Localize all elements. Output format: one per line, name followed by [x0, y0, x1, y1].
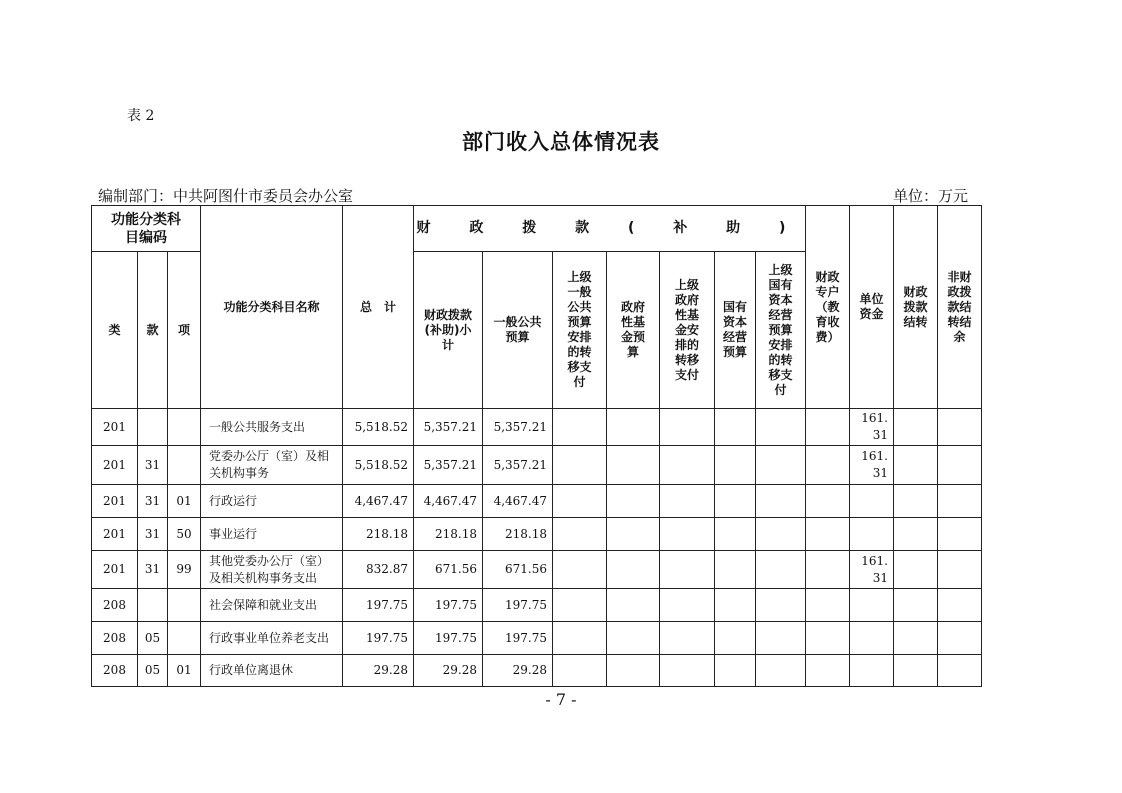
cell-general: 5,357.21	[483, 409, 553, 446]
page-number: - 7 -	[545, 690, 577, 709]
header-fiscal-special: 财政专户（教育收费）	[806, 206, 850, 409]
cell-general: 197.75	[483, 622, 553, 655]
cell-subtotal: 197.75	[414, 622, 483, 655]
cell-kuan: 05	[138, 622, 168, 655]
table-row	[92, 409, 982, 446]
cell-name: 事业运行	[201, 518, 343, 551]
cell-general: 218.18	[483, 518, 553, 551]
cell-xiang: 01	[168, 485, 201, 518]
cell-total: 832.87	[343, 551, 414, 589]
cell-general: 29.28	[483, 655, 553, 687]
cell-lei: 208	[92, 655, 138, 687]
cell-lei: 201	[92, 518, 138, 551]
cell-name: 党委办公厅（室）及相关机构事务	[201, 446, 343, 485]
cell-unit-funds: 161. 31	[850, 409, 894, 446]
cell-lei: 201	[92, 485, 138, 518]
table-row	[92, 518, 982, 551]
cell-total: 5,518.52	[343, 409, 414, 446]
table-row	[92, 655, 982, 687]
table-number: 表 2	[127, 108, 155, 124]
cell-general: 4,467.47	[483, 485, 553, 518]
cell-kuan: 31	[138, 485, 168, 518]
cell-subtotal: 218.18	[414, 518, 483, 551]
cell-total: 4,467.47	[343, 485, 414, 518]
cell-xiang: 50	[168, 518, 201, 551]
cell-xiang: 99	[168, 551, 201, 589]
cell-lei: 201	[92, 551, 138, 589]
table-row	[92, 551, 982, 589]
table-row	[92, 589, 982, 622]
header-fiscal-carryover: 财政拨款结转	[894, 206, 938, 409]
cell-name: 行政运行	[201, 485, 343, 518]
cell-xiang: 01	[168, 655, 201, 687]
cell-total: 5,518.52	[343, 446, 414, 485]
cell-subtotal: 5,357.21	[414, 409, 483, 446]
cell-xiang	[168, 446, 201, 485]
cell-name: 社会保障和就业支出	[201, 589, 343, 622]
page-title: 部门收入总体情况表	[462, 130, 660, 154]
cell-kuan: 31	[138, 551, 168, 589]
cell-total: 197.75	[343, 622, 414, 655]
cell-unit-funds: 161. 31	[850, 551, 894, 589]
cell-name: 一般公共服务支出	[201, 409, 343, 446]
cell-total: 197.75	[343, 589, 414, 622]
header-upper-gov-fund-transfer: 上级政府性基金安排的转移支付	[660, 252, 715, 409]
cell-lei: 208	[92, 622, 138, 655]
unit-label: 单位：万元	[893, 187, 969, 205]
cell-lei: 208	[92, 589, 138, 622]
cell-kuan	[138, 409, 168, 446]
cell-general: 5,357.21	[483, 446, 553, 485]
cell-subtotal: 4,467.47	[414, 485, 483, 518]
cell-general: 197.75	[483, 589, 553, 622]
cell-name: 行政事业单位养老支出	[201, 622, 343, 655]
header-upper-state-capital-transfer: 上级国有资本经营预算安排的转移支付	[756, 252, 806, 409]
header-upper-general-transfer: 上级一般公共预算安排的转移支付	[553, 252, 607, 409]
cell-kuan: 31	[138, 518, 168, 551]
cell-xiang	[168, 589, 201, 622]
header-func-name: 功能分类科目名称	[201, 206, 343, 409]
cell-subtotal: 29.28	[414, 655, 483, 687]
compiling-department: 编制部门：中共阿图什市委员会办公室	[98, 187, 354, 205]
header-kuan: 款	[138, 252, 168, 409]
header-nonfiscal-carryover: 非财政拨款结转结余	[938, 206, 982, 409]
cell-name: 其他党委办公厅（室）及相关机构事务支出	[201, 551, 343, 589]
header-unit-funds: 单位资金	[850, 206, 894, 409]
cell-lei: 201	[92, 446, 138, 485]
header-fiscal-group: 财 政 拨 款 ( 补 助 )	[414, 206, 806, 252]
cell-xiang	[168, 409, 201, 446]
cell-total: 218.18	[343, 518, 414, 551]
cell-subtotal: 671.56	[414, 551, 483, 589]
cell-name: 行政单位离退休	[201, 655, 343, 687]
header-state-capital-budget: 国有资本经营预算	[715, 252, 756, 409]
table-row	[92, 485, 982, 518]
cell-subtotal: 5,357.21	[414, 446, 483, 485]
cell-kuan: 31	[138, 446, 168, 485]
header-fiscal-subtotal: 财政拨款(补助)小计	[414, 252, 483, 409]
header-gov-fund-budget: 政府性基金预算	[607, 252, 660, 409]
header-total: 总 计	[343, 206, 414, 409]
header-xiang: 项	[168, 252, 201, 409]
table-row	[92, 446, 982, 485]
cell-xiang	[168, 622, 201, 655]
cell-general: 671.56	[483, 551, 553, 589]
header-lei: 类	[92, 252, 138, 409]
cell-unit-funds: 161. 31	[850, 446, 894, 485]
income-table	[91, 205, 982, 687]
cell-subtotal: 197.75	[414, 589, 483, 622]
cell-kuan: 05	[138, 655, 168, 687]
cell-lei: 201	[92, 409, 138, 446]
cell-total: 29.28	[343, 655, 414, 687]
header-func-code: 功能分类科目编码	[92, 206, 201, 252]
table-row	[92, 622, 982, 655]
header-general-budget: 一般公共预算	[483, 252, 553, 409]
cell-kuan	[138, 589, 168, 622]
